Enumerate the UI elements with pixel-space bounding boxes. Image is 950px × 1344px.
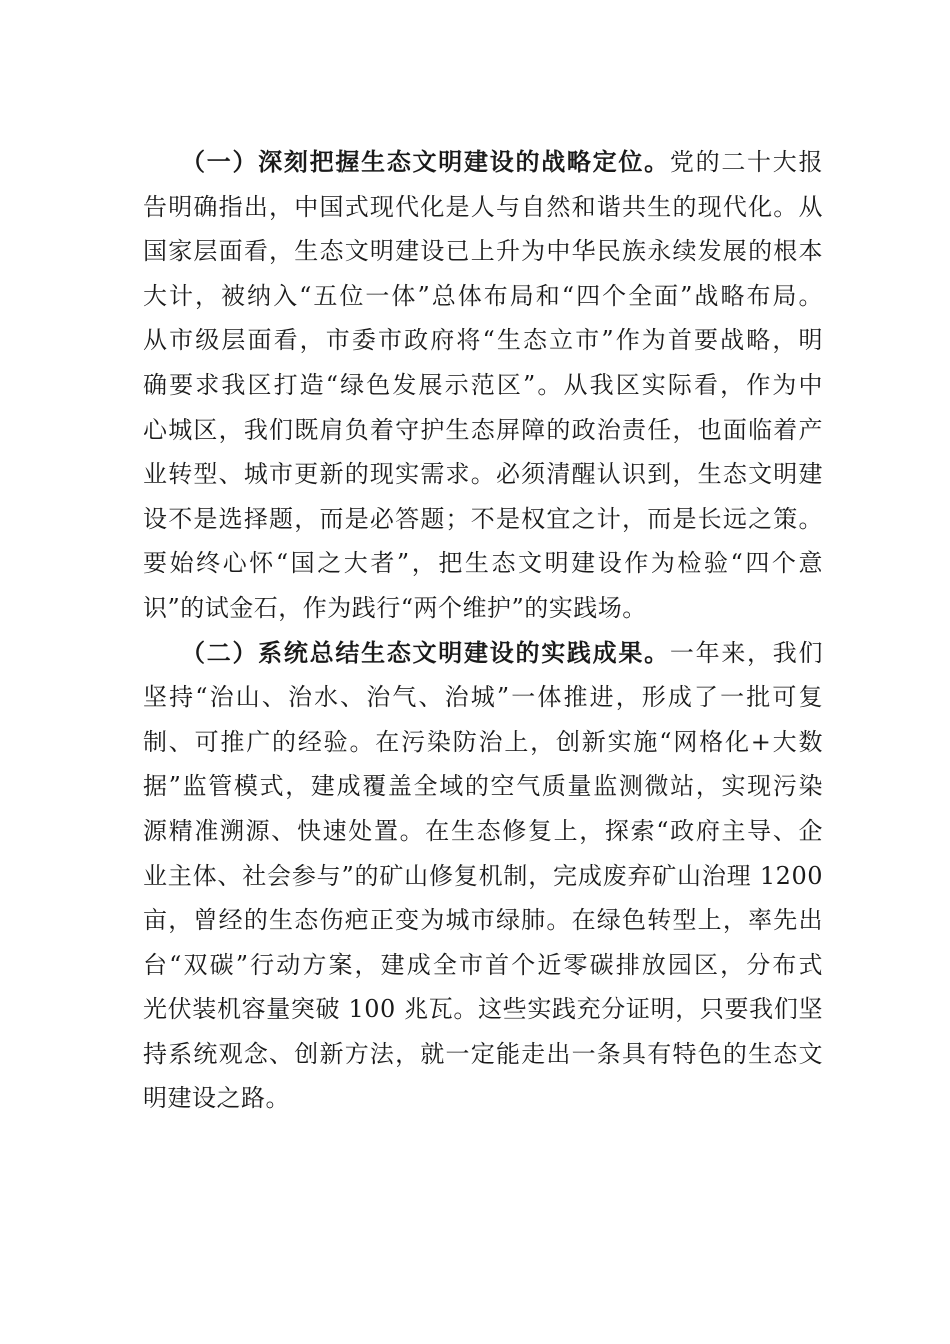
paragraph-line: 从市级层面看，市委市政府将“生态立市”作为首要战略，明: [143, 326, 823, 355]
paragraph-2: [143, 631, 823, 1122]
paragraph-line: 业主体、社会参与”的矿山修复机制，完成废弃矿山治理 1200: [143, 861, 823, 890]
paragraph-line: 持系统观念、创新方法，就一定能走出一条具有特色的生态文: [143, 1039, 823, 1068]
paragraph-line: 明建设之路。: [143, 1084, 290, 1113]
paragraph-line: [143, 140, 823, 185]
paragraph-1: [143, 140, 823, 631]
paragraph-line: 制、可推广的经验。在污染防治上，创新实施“网格化+大数: [143, 727, 823, 756]
paragraph-line: 亩，曾经的生态伤疤正变为城市绿肺。在绿色转型上，率先出: [143, 906, 823, 935]
paragraph-line: 心城区，我们既肩负着守护生态屏障的政治责任，也面临着产: [143, 415, 823, 444]
paragraph-line: 大计，被纳入“五位一体”总体布局和“四个全面”战略布局。: [143, 281, 823, 310]
paragraph-line: 设不是选择题，而是必答题；不是权宜之计，而是长远之策。: [143, 504, 823, 533]
paragraph-line: 台“双碳”行动方案，建成全市首个近零碳排放园区，分布式: [143, 950, 823, 979]
paragraph-line: 国家层面看，生态文明建设已上升为中华民族永续发展的根本: [143, 237, 823, 266]
paragraph-line: [143, 631, 823, 676]
paragraph-line: 要始终心怀“国之大者”，把生态文明建设作为检验“四个意: [143, 549, 823, 578]
paragraph-line: 识”的试金石，作为践行“两个维护”的实践场。: [143, 593, 647, 622]
paragraph-line: 确要求我区打造“绿色发展示范区”。从我区实际看，作为中: [143, 370, 823, 399]
paragraph-line: 坚持“治山、治水、治气、治城”一体推进，形成了一批可复: [143, 683, 823, 712]
paragraph-line: 光伏装机容量突破 100 兆瓦。这些实践充分证明，只要我们坚: [143, 995, 823, 1024]
paragraph-line: 据”监管模式，建成覆盖全域的空气质量监测微站，实现污染: [143, 772, 823, 801]
paragraph-heading: （一）深刻把握生态文明建设的战略定位。: [181, 147, 670, 176]
paragraph-heading: （二）系统总结生态文明建设的实践成果。: [181, 637, 670, 667]
paragraph-text: 一年来，我们: [669, 638, 824, 667]
paragraph-line: 业转型、城市更新的现实需求。必须清醒认识到，生态文明建: [143, 460, 823, 489]
paragraph-line: 源精准溯源、快速处置。在生态修复上，探索“政府主导、企: [143, 816, 823, 845]
paragraph-text: 党的二十大报: [669, 148, 824, 176]
document-body: [143, 140, 823, 1121]
paragraph-line: 告明确指出，中国式现代化是人与自然和谐共生的现代化。从: [143, 192, 823, 221]
